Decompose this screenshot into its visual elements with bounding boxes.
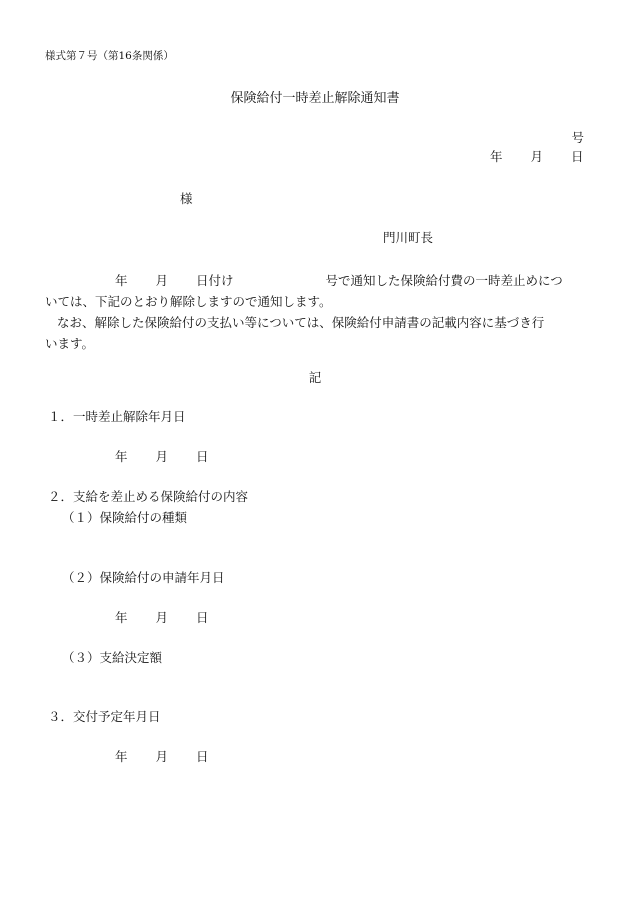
section-3-heading: ３．交付予定年月日 [48,709,161,724]
document-title: 保険給付一時差止解除通知書 [230,91,400,106]
section-2-heading: ２．支給を差止める保険給付の内容 [48,489,249,504]
body-month-label: 月 [155,273,169,288]
section-2-2-date [115,612,209,625]
issue-month-label: 月 [530,149,544,164]
issue-date [490,151,584,164]
ki-heading: 記 [308,370,322,385]
addressee-honorific: 様 [180,191,193,206]
day-label: 日 [196,749,209,764]
day-label: 日 [196,610,209,625]
body-line-3: なお、解除した保険給付の支払い等については、保険給付申請書の記載内容に基づき行 [57,315,545,330]
section-2-1-heading: （１）保険給付の種類 [62,510,188,525]
body-year-label: 年 [115,273,128,288]
body-dated-label: 日付け [196,273,234,288]
year-label: 年 [115,610,128,625]
issue-day-label: 日 [571,149,584,164]
section-1-heading: １．一時差止解除年月日 [48,409,186,424]
year-label: 年 [115,749,128,764]
section-3-date [115,751,209,764]
form-number: 様式第７号（第16条関係） [45,50,174,62]
issuer-name: 門川町長 [383,230,434,245]
document-number-label: 号 [571,130,584,145]
section-2-3-heading: （３）支給決定額 [62,650,163,665]
section-2-2-heading: （２）保険給付の申請年月日 [62,570,225,585]
notice-body [45,270,585,354]
body-line-1 [45,270,585,291]
body-line-1-rest: 号で通知した保険給付費の一時差止めにつ [325,273,563,288]
month-label: 月 [155,449,169,464]
month-label: 月 [155,749,169,764]
year-label: 年 [115,449,128,464]
body-line-4: います。 [45,336,95,351]
body-line-2: いては、下記のとおり解除しますので通知します。 [45,294,332,309]
section-1-date [115,451,209,464]
day-label: 日 [196,449,209,464]
issue-year-label: 年 [490,149,503,164]
month-label: 月 [155,610,169,625]
